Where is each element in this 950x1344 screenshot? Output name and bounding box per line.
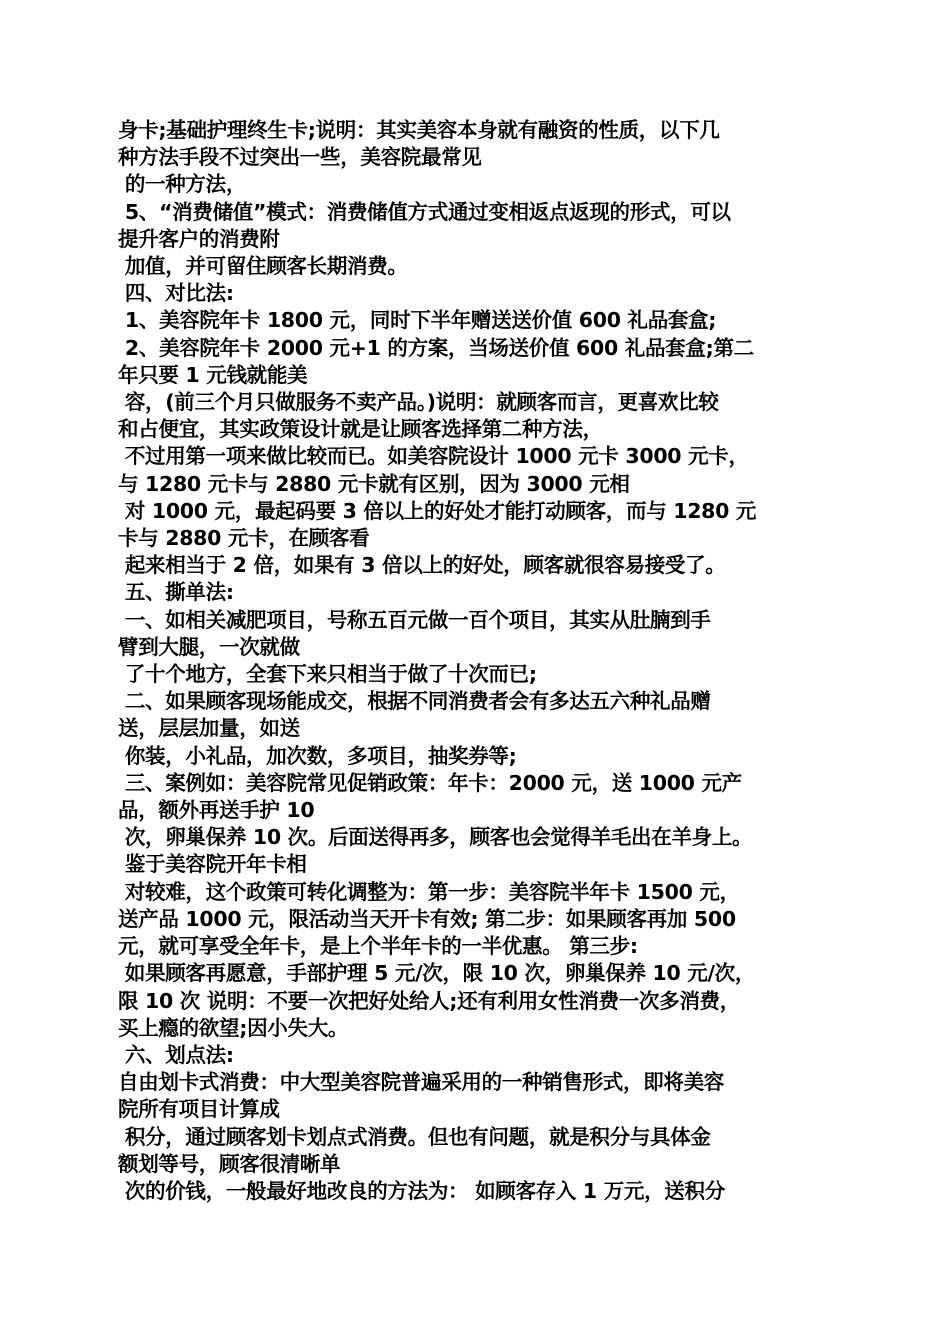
text-line: 容，(前三个月只做服务不卖产品。)说明：就顾客而言，更喜欢比较 bbox=[118, 390, 719, 415]
text-line: 元，就可享受全年卡，是上个半年卡的一半优惠。 第三步: bbox=[118, 934, 638, 959]
text-line: 对 1000 元，最起码要 3 倍以上的好处才能打动顾客，而与 1280 元 bbox=[118, 498, 757, 523]
section-heading: 四、对比法: bbox=[118, 281, 234, 306]
text-line: 与 1280 元卡与 2880 元卡就有区别，因为 3000 元相 bbox=[118, 471, 630, 496]
text-line: 提升客户的消费附 bbox=[118, 226, 280, 251]
text-line: 2、美容院年卡 2000 元+1 的方案，当场送价值 600 礼品套盒;第二 bbox=[118, 335, 754, 360]
text-line: 次的价钱，一般最好地改良的方法为： 如顾客存入 1 万元，送积分 bbox=[118, 1178, 725, 1203]
text-line: 鉴于美容院开年卡相 bbox=[118, 852, 307, 877]
text-line: 买上瘾的欲望;因小失大。 bbox=[118, 1015, 349, 1040]
text-line: 了十个地方，全套下来只相当于做了十次而已; bbox=[118, 662, 537, 687]
text-line: 和占便宜，其实政策设计就是让顾客选择第二种方法， bbox=[118, 417, 603, 442]
text-line: 送产品 1000 元，限活动当天开卡有效; 第二步：如果顾客再加 500 bbox=[118, 906, 736, 931]
text-line: 次，卵巢保养 10 次。后面送得再多，顾客也会觉得羊毛出在羊身上。 bbox=[118, 825, 753, 850]
document-body bbox=[118, 117, 843, 1205]
text-line: 自由划卡式消费：中大型美容院普遍采用的一种销售形式，即将美容 bbox=[118, 1070, 724, 1095]
text-line: 如果顾客再愿意，手部护理 5 元/次，限 10 次，卵巢保养 10 元/次， bbox=[118, 961, 756, 986]
text-line: 年只要 1 元钱就能美 bbox=[118, 362, 308, 387]
text-line: 种方法手段不过突出一些，美容院最常见 bbox=[118, 145, 482, 170]
text-line: 1、美容院年卡 1800 元，同时下半年赠送送价值 600 礼品套盒; bbox=[118, 308, 717, 333]
text-line: 品，额外再送手护 10 bbox=[118, 798, 315, 823]
text-line: 臂到大腿，一次就做 bbox=[118, 634, 300, 659]
text-line: 一、如相关减肥项目，号称五百元做一百个项目，其实从肚腩到手 bbox=[118, 607, 711, 632]
text-line: 对较难，这个政策可转化调整为：第一步：美容院半年卡 1500 元， bbox=[118, 879, 740, 904]
text-line: 你装，小礼品，加次数，多项目，抽奖券等; bbox=[118, 743, 517, 768]
text-line: 起来相当于 2 倍，如果有 3 倍以上的好处，顾客就很容易接受了。 bbox=[118, 553, 726, 578]
text-line: 卡与 2880 元卡，在顾客看 bbox=[118, 526, 370, 551]
text-line: 加值，并可留住顾客长期消费。 bbox=[118, 254, 408, 279]
text-line: 5、“消费储值”模式：消费储值方式通过变相返点返现的形式，可以 bbox=[118, 199, 731, 224]
text-line: 额划等号，顾客很清晰单 bbox=[118, 1151, 341, 1176]
text-line: 限 10 次 说明：不要一次把好处给人;还有利用女性消费一次多消费， bbox=[118, 988, 740, 1013]
text-line: 不过用第一项来做比较而已。如美容院设计 1000 元卡 3000 元卡， bbox=[118, 444, 749, 469]
text-line: 积分，通过顾客划卡划点式消费。但也有问题，就是积分与具体金 bbox=[118, 1124, 711, 1149]
section-heading: 五、撕单法: bbox=[118, 580, 234, 605]
text-line: 三、案例如：美容院常见促销政策：年卡：2000 元，送 1000 元产 bbox=[118, 770, 742, 795]
text-line: 送，层层加量，如送 bbox=[118, 716, 300, 741]
section-heading: 六、划点法: bbox=[118, 1042, 234, 1067]
text-line: 二、如果顾客现场能成交，根据不同消费者会有多达五六种礼品赠 bbox=[118, 689, 711, 714]
text-line: 身卡;基础护理终生卡;说明：其实美容本身就有融资的性质，以下几 bbox=[118, 118, 720, 142]
text-line: 院所有项目计算成 bbox=[118, 1097, 280, 1122]
text-line: 的一种方法， bbox=[118, 172, 247, 197]
